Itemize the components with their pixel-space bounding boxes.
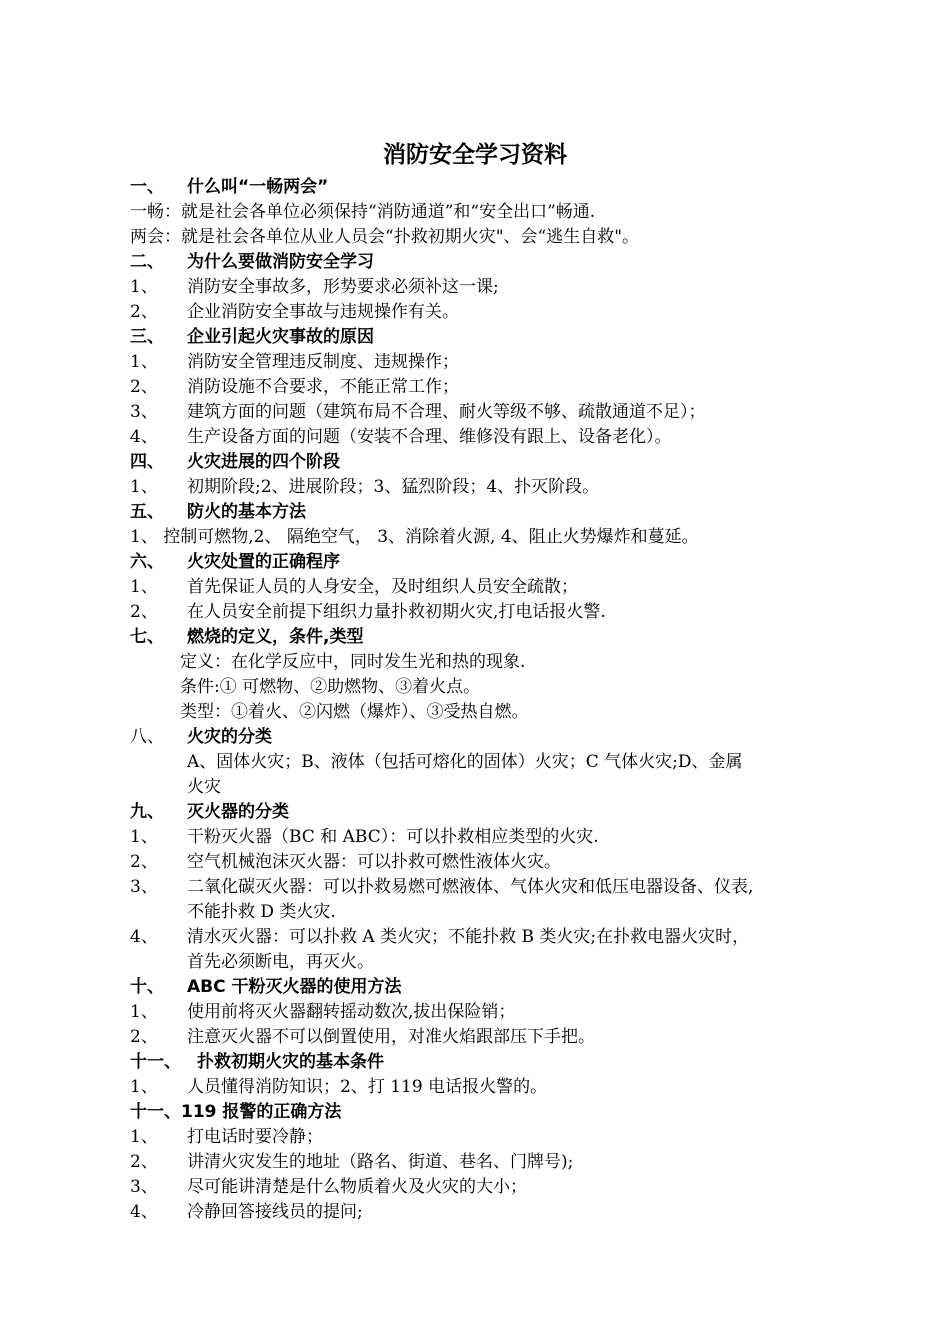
- text-line: 两会：就是社会各单位从业人员会“扑救初期火灾"、会“逃生自救"。: [130, 227, 640, 247]
- text-line: 条件:① 可燃物、②助燃物、③着火点。: [180, 677, 481, 697]
- text-line: 一畅：就是社会各单位必须保持“消防通道”和“安全出口”畅通.: [130, 202, 596, 222]
- text-line: 1、 控制可燃物,2、 隔绝空气， 3、消除着火源, 4、阻止火势爆炸和蔓延。: [130, 527, 699, 547]
- section-heading: 十一、119 报警的正确方法: [130, 1102, 342, 1122]
- page-title: 消防安全学习资料: [383, 142, 567, 168]
- text-line: 定义：在化学反应中，同时发生光和热的现象.: [180, 652, 526, 672]
- text-line: 类型：①着火、②闪燃（爆炸）、③受热自燃。: [180, 702, 529, 722]
- document-page: 消防安全学习资料 一、 什么叫“一畅两会” 一畅：就是社会各单位必须保持“消防通道”和“安全出口”畅通. 两会：就是社会各单位从业人员会“扑救初期火灾"、会“逃生自救"。 二、 为什么要做消防安全学习 1、 消防安全事故多，形势要求必须补这一课; 2、 企业消防安全事故与违规操作有关。 三、 企业引起火灾事故的原因 1、 消防安全管理违反制度、违规操作； 2、 消防设施不合要求，不能正常工作； 3、 建筑方面的问题（建筑布局不合理、耐火等级不够、疏散通道不足）； 4、 生产设备方面的问题（安装不合理、维修没有跟上、设备老化）。 四、 火灾进展的四个阶段 1、 初期阶段;2、进展阶段；3、猛烈阶段；4、扑灭阶段。 五、 防火的基本方法 1、 控制可燃物,2、 隔绝空气， 3、消除着火源, 4、阻止火势爆炸和蔓延。 六、 火灾处置的正确程序 1、 首先保证人员的人身安全，及时组织人员安全疏散； 2、 在人员安全前提下组织力量扑救初期火灾,打电话报火警. 七、 燃烧的定义，条件,类型 定义：在化学反应中，同时发生光和热的现象. 条件:① 可燃物、②助燃物、③着火点。 类型：①着火、②闪燃（爆炸）、③受热自燃。 八、 火灾的分类 A、固体火灾；B、液体（包括可熔化的固体）火灾；C 气体火灾;D、金属 火灾 九、 灭火器的分类 1、 干粉灭火器（BC 和 ABC）：可以扑救相应类型的火灾. 2、 空气机械泡沫灭火器：可以扑救可燃性液体火灾。 3、 二氧化碳灭火器：可以扑救易燃可燃液体、气体火灾和低压电器设备、仪表, 不能扑救 D 类火灾. 4、 清水灭火器：可以扑救 A 类火灾；不能扑救 B 类火灾;在扑救电器火灾时， 首先必须断电，再灭火。 十、 ABC 干粉灭火器的使用方法 1、 使用前将灭火器翻转摇动数次,拔出保险销； 2、 注意灭火器不可以倒置使用，对准火焰跟部压下手把。 十一、 扑救初期火灾的基本条件 1、 人员懂得消防知识；2、打 119 电话报火警的。 十一、119 报警的正确方法 1、 打电话时要冷静； 2、 讲清火灾发生的地址（路名、街道、巷名、门牌号); 3、 尽可能讲清楚是什么物质着火及火灾的大小； 4、 冷静回答接线员的提问;: [0, 0, 950, 1344]
